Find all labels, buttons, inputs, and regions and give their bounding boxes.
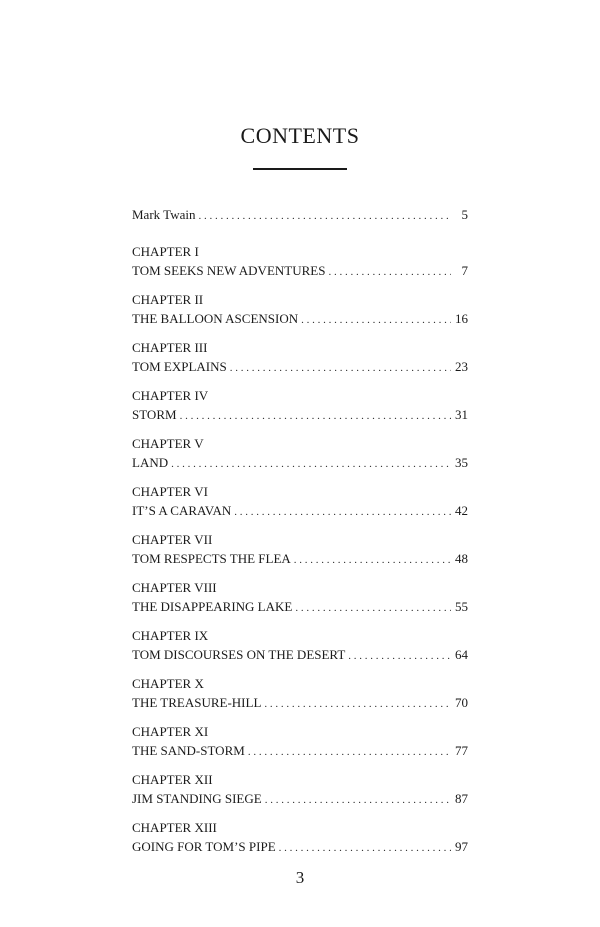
toc-line	[132, 597, 468, 618]
toc-entry-page: 5	[461, 207, 468, 222]
toc-entry-chapter-2[interactable]	[132, 290, 468, 330]
toc-line	[132, 501, 468, 522]
toc-line	[132, 309, 468, 330]
chapter-number: CHAPTER XII	[132, 772, 213, 787]
dot-leader	[264, 695, 451, 714]
toc-line	[132, 741, 468, 762]
chapter-number: CHAPTER X	[132, 676, 204, 691]
toc-line	[132, 261, 468, 282]
toc-entry-chapter-12[interactable]	[132, 770, 468, 810]
chapter-page: 35	[455, 455, 468, 470]
chapter-title: TOM SEEKS NEW ADVENTURES	[132, 263, 326, 278]
dot-leader	[301, 311, 451, 330]
chapter-number: CHAPTER VIII	[132, 580, 217, 595]
chapter-title: IT’S A CARAVAN	[132, 503, 232, 518]
chapter-title: GOING FOR TOM’S PIPE	[132, 839, 276, 854]
page-title: CONTENTS	[240, 123, 360, 148]
chapter-number: CHAPTER XIII	[132, 820, 217, 835]
dot-leader	[248, 743, 451, 762]
chapter-number: CHAPTER II	[132, 292, 204, 307]
toc-line	[132, 357, 468, 378]
chapter-page: 70	[455, 695, 468, 710]
chapter-page: 23	[455, 359, 468, 374]
dot-leader	[234, 503, 451, 522]
toc-entry-chapter-13[interactable]	[132, 818, 468, 858]
toc-entry-chapter-4[interactable]	[132, 386, 468, 426]
chapter-page: 55	[455, 599, 468, 614]
toc-entry-chapter-6[interactable]	[132, 482, 468, 522]
dot-leader	[348, 647, 451, 666]
toc-line	[132, 205, 468, 226]
chapter-page: 16	[455, 311, 468, 326]
toc-line	[132, 549, 468, 570]
chapter-page: 31	[455, 407, 468, 422]
toc-line	[132, 693, 468, 714]
toc-entry-chapter-9[interactable]	[132, 626, 468, 666]
chapter-number: CHAPTER IV	[132, 388, 209, 403]
chapter-page: 7	[461, 263, 468, 278]
toc-entry-introduction[interactable]	[132, 205, 468, 226]
chapter-page: 77	[455, 743, 468, 758]
chapter-number: CHAPTER IX	[132, 628, 209, 643]
title-rule	[253, 168, 347, 170]
chapter-number: CHAPTER I	[132, 244, 199, 259]
chapter-number: CHAPTER VII	[132, 532, 213, 547]
dot-leader	[328, 263, 451, 282]
dot-leader	[198, 207, 451, 226]
chapter-title: TOM EXPLAINS	[132, 359, 227, 374]
dot-leader	[171, 455, 451, 474]
chapter-page: 42	[455, 503, 468, 518]
dot-leader	[294, 551, 451, 570]
chapter-page: 64	[455, 647, 468, 662]
chapter-title: THE DISAPPEARING LAKE	[132, 599, 293, 614]
chapter-page: 87	[455, 791, 468, 806]
table-of-contents	[132, 205, 468, 866]
chapter-title: JIM STANDING SIEGE	[132, 791, 262, 806]
toc-entry-chapter-10[interactable]	[132, 674, 468, 714]
chapter-title: THE SAND-STORM	[132, 743, 245, 758]
toc-line	[132, 453, 468, 474]
chapter-number: CHAPTER V	[132, 436, 204, 451]
dot-leader	[230, 359, 451, 378]
chapter-number: CHAPTER XI	[132, 724, 209, 739]
toc-entry-chapter-7[interactable]	[132, 530, 468, 570]
chapter-number: CHAPTER VI	[132, 484, 208, 499]
chapter-page: 48	[455, 551, 468, 566]
toc-entry-chapter-1[interactable]	[132, 242, 468, 282]
chapter-title: TOM DISCOURSES ON THE DESERT	[132, 647, 346, 662]
chapter-title: THE TREASURE-HILL	[132, 695, 262, 710]
chapter-title: THE BALLOON ASCENSION	[132, 311, 299, 326]
dot-leader	[180, 407, 451, 426]
toc-entry-chapter-3[interactable]	[132, 338, 468, 378]
chapter-title: LAND	[132, 455, 169, 470]
chapter-title: STORM	[132, 407, 177, 422]
page-number: 3	[295, 868, 305, 887]
toc-entry-chapter-11[interactable]	[132, 722, 468, 762]
chapter-page: 97	[455, 839, 468, 854]
toc-entry-title: Mark Twain	[132, 207, 196, 222]
toc-line	[132, 405, 468, 426]
dot-leader	[265, 791, 451, 810]
toc-entry-chapter-8[interactable]	[132, 578, 468, 618]
toc-line	[132, 645, 468, 666]
toc-line	[132, 837, 468, 858]
toc-entry-chapter-5[interactable]	[132, 434, 468, 474]
chapter-title: TOM RESPECTS THE FLEA	[132, 551, 291, 566]
chapter-number: CHAPTER III	[132, 340, 208, 355]
dot-leader	[295, 599, 451, 618]
toc-line	[132, 789, 468, 810]
dot-leader	[279, 839, 451, 858]
